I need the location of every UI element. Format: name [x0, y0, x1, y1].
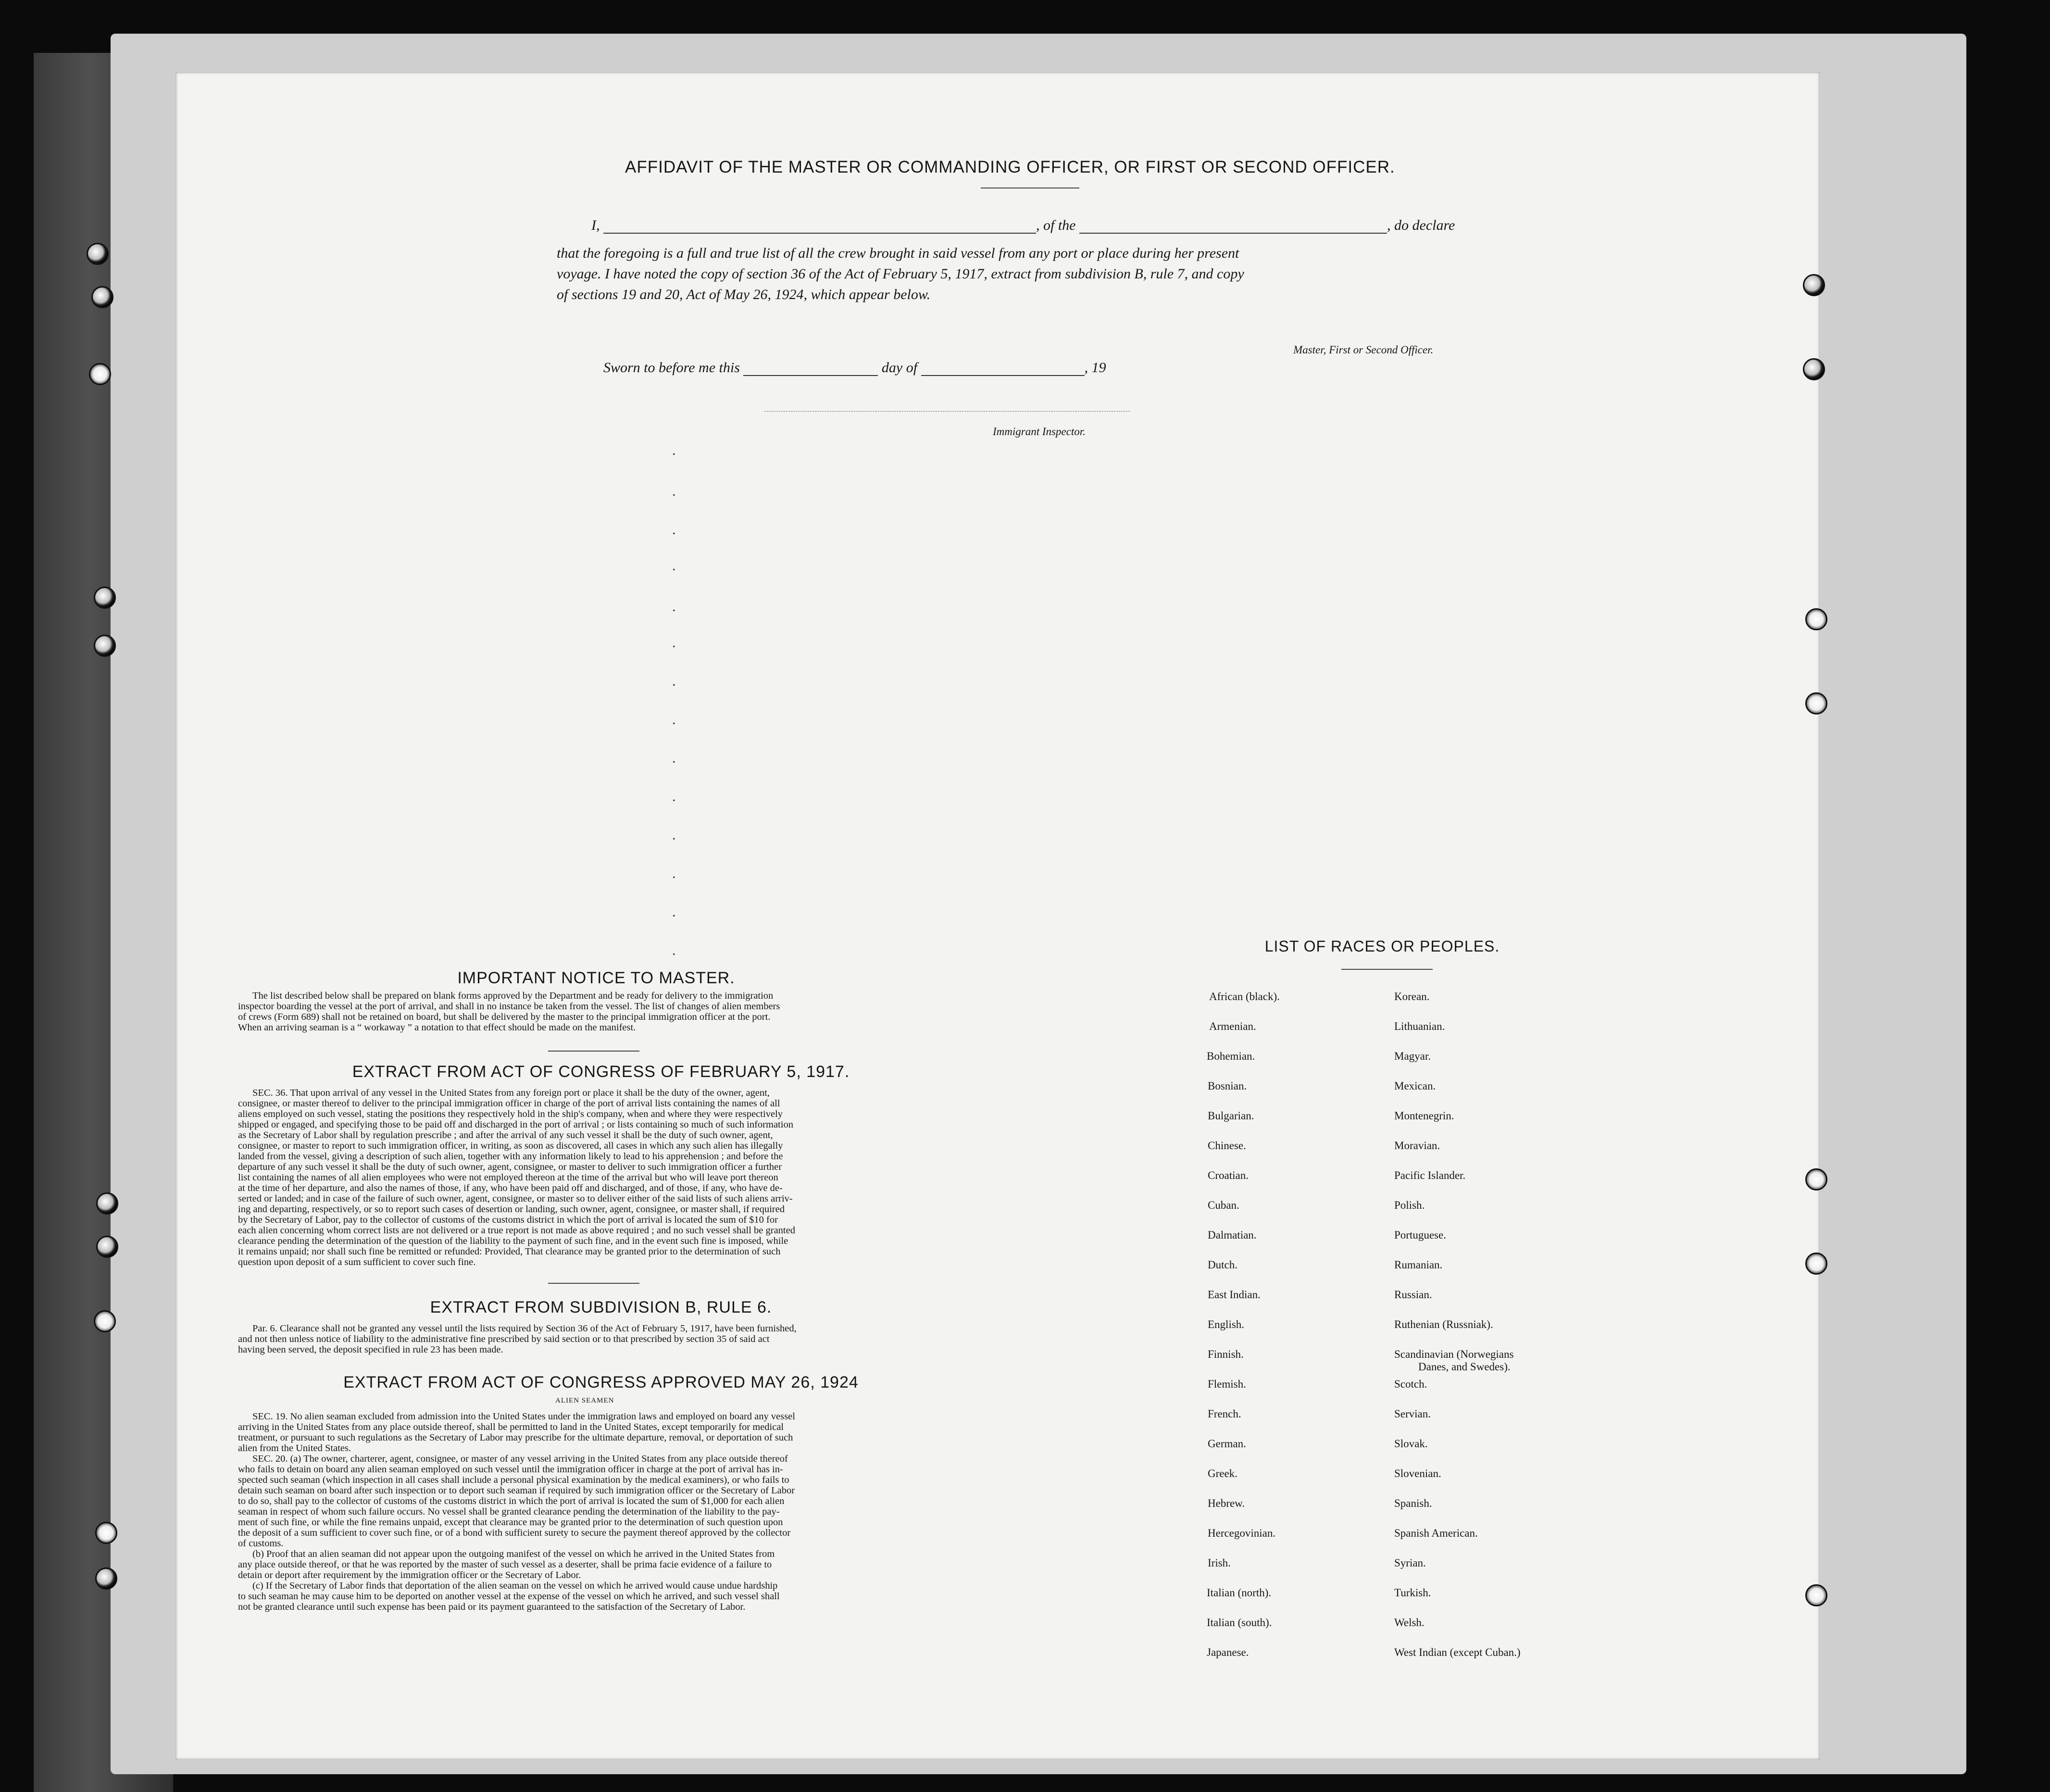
text-line: to do so, shall pay to the collector of customs of the customs district in which the port of arrival is located the sum of $1,000 for each alien	[238, 1496, 785, 1506]
binder-hole-icon	[96, 1236, 118, 1258]
affidavit-declaration-line	[591, 217, 1505, 234]
race-item: Bosnian.	[1208, 1080, 1247, 1092]
text-line: spected such seaman (which inspection in all cases shall include a personal physical examination by the medical examiners), or who fails to	[238, 1475, 789, 1485]
of-the-label: , of the	[1036, 217, 1076, 233]
act-1924-subtitle: ALIEN SEAMEN	[555, 1397, 614, 1404]
sworn-prefix: Sworn to before me this	[603, 360, 740, 376]
race-item: Lithuanian.	[1394, 1020, 1445, 1032]
binder-hole-icon	[89, 363, 111, 385]
race-item: Mexican.	[1394, 1080, 1436, 1092]
text-line: departure of any such vessel it shall be the duty of such owner, agent, consignee, or master to deliver to such immigration officer a further	[238, 1162, 782, 1172]
binder-hole-icon	[95, 1567, 117, 1590]
text-line: by the Secretary of Labor, pay to the collector of customs of the customs district in which the port of arrival is located the sum of $10 for	[238, 1215, 778, 1225]
race-item: East Indian.	[1208, 1289, 1261, 1301]
act-1917-text	[238, 1088, 971, 1267]
text-line: who fails to detain on board any alien seaman employed on such vessel until the immigration officer in charge at the port of arrival has in-	[238, 1464, 783, 1475]
race-item: African (black).	[1209, 990, 1280, 1003]
text-line: inspector boarding the vessel at the port of arrival, and shall in no instance be taken from the vessel. The list of changes of alien members	[238, 1001, 780, 1012]
affidavit-body-line: that the foregoing is a full and true list of all the crew brought in said vessel from any port or place during her present	[557, 245, 1239, 261]
vessel-blank	[1079, 233, 1387, 234]
binder-hole-icon	[95, 1522, 117, 1544]
text-line: SEC. 19. No alien seaman excluded from admission into the United States under the immigration laws and employed on board any vessel	[252, 1411, 795, 1422]
race-item: Moravian.	[1394, 1140, 1440, 1152]
race-item: Korean.	[1394, 990, 1430, 1003]
day-of-label: day of	[881, 360, 918, 376]
section-rule	[1341, 969, 1433, 970]
text-line: shipped or engaged, and specifying those to be paid off and discharged in the port of arrival ; or lists containing so much of such information	[238, 1119, 793, 1130]
dot-mark: .	[672, 483, 676, 499]
inspector-caption: Immigrant Inspector.	[993, 426, 1086, 438]
race-item: Hercegovinian.	[1208, 1527, 1276, 1539]
text-line: question upon deposit of a sum sufficient to cover such fine.	[238, 1257, 476, 1267]
text-line: each alien concerning whom correct lists are not delivered or a true report is not made as above required ; and no such vessel shall be granted	[238, 1225, 795, 1236]
act-1917-title: EXTRACT FROM ACT OF CONGRESS OF FEBRUARY 5, 1917.	[352, 1063, 850, 1081]
text-line: of customs.	[238, 1538, 284, 1549]
sworn-line	[603, 360, 1228, 376]
text-line: SEC. 36. That upon arrival of any vessel in the United States from any foreign port or place it shall be the duty of the owner, agent,	[252, 1088, 770, 1098]
text-line: landed from the vessel, giving a description of such alien, together with any information likely to lead to his apprehension ; and before the	[238, 1151, 783, 1162]
text-line: Par. 6. Clearance shall not be granted any vessel until the lists required by Section 36 of the Act of February 5, 1917, have been furnished,	[252, 1323, 797, 1334]
text-line: list containing the names of all alien employees who were not employed thereon at the time of the arrival but who will leave port thereon	[238, 1172, 778, 1183]
race-item: Servian.	[1394, 1408, 1431, 1420]
year-label: , 19	[1084, 360, 1106, 376]
text-line: the deposit of a sum sufficient to cover such fine, or of a bond with sufficient surety to secure the payment thereof approved by the collector	[238, 1528, 791, 1538]
race-item: Slovak.	[1394, 1438, 1428, 1450]
text-line: treatment, or pursuant to such regulations as the Secretary of Labor may prescribe for the ultimate departure, removal, or deportation of such	[238, 1432, 793, 1443]
race-item: Armenian.	[1209, 1020, 1256, 1032]
race-item: Montenegrin.	[1394, 1110, 1454, 1122]
binder-hole-icon	[91, 286, 113, 308]
affidavit-title: AFFIDAVIT OF THE MASTER OR COMMANDING OFFICER, OR FIRST OR SECOND OFFICER.	[625, 158, 1395, 176]
race-item: Russian.	[1394, 1289, 1432, 1301]
race-item: Cuban.	[1208, 1199, 1239, 1211]
text-line: not be granted clearance until such expense has been paid or its payment guaranteed to the satisfaction of the Secretary of Labor.	[238, 1602, 746, 1612]
text-line: clearance pending the determination of the question of the liability to the payment of such fine, and in the event such fine is imposed, while	[238, 1236, 788, 1246]
race-item: Syrian.	[1394, 1557, 1426, 1569]
binder-hole-icon	[94, 587, 116, 609]
notice-text	[238, 990, 971, 1033]
binder-hole-icon	[1805, 608, 1827, 630]
section-rule	[548, 1051, 639, 1052]
text-line: of crews (Form 689) shall not be retained on board, but shall be delivered by the master to the principal immigration officer at the port.	[238, 1012, 771, 1022]
inspector-signature-line	[764, 411, 1130, 412]
text-line: seaman in respect of whom such failure occurs. No vessel shall be granted clearance pending the determination of the liability to the pay-	[238, 1506, 780, 1517]
races-title: LIST OF RACES OR PEOPLES.	[1264, 938, 1500, 955]
text-line: aliens employed on such vessel, stating the positions they respectively hold in the ship's company, when and where they were respectively	[238, 1109, 783, 1119]
race-item: Finnish.	[1208, 1348, 1244, 1360]
dot-mark: .	[672, 442, 676, 458]
dot-mark: .	[672, 942, 676, 958]
race-item: Scandinavian (Norwegians	[1394, 1348, 1514, 1360]
race-item: Turkish.	[1394, 1587, 1431, 1599]
act-1924-title: EXTRACT FROM ACT OF CONGRESS APPROVED MAY 26, 1924	[343, 1373, 859, 1391]
dot-mark: .	[672, 673, 676, 689]
text-line: ment of such fine, or while the fine remains unpaid, except that clearance may be granted prior to the determination of such question upon	[238, 1517, 783, 1528]
name-blank	[603, 233, 1036, 234]
binder-hole-icon	[1805, 1584, 1827, 1606]
dot-mark: .	[672, 827, 676, 843]
binder-hole-icon	[94, 635, 116, 657]
text-line: (c) If the Secretary of Labor finds that deportation of the alien seaman on the vessel on which he arrived would cause undue hardship	[252, 1580, 778, 1591]
affidavit-i-label: I,	[591, 217, 600, 233]
race-item: West Indian (except Cuban.)	[1394, 1646, 1521, 1658]
race-item: Croatian.	[1208, 1169, 1249, 1181]
dot-mark: .	[672, 558, 676, 574]
binder-hole-icon	[1803, 358, 1825, 380]
text-line: The list described below shall be prepared on blank forms approved by the Department and be ready for delivery to the immigration	[252, 990, 774, 1001]
race-item: Rumanian.	[1394, 1259, 1443, 1271]
master-signature-caption: Master, First or Second Officer.	[1293, 344, 1434, 356]
binder-hole-icon	[87, 243, 109, 265]
text-line: detain or deport after requirement by the immigration officer or the Secretary of Labor.	[238, 1570, 581, 1580]
binder-hole-icon	[96, 1192, 118, 1215]
race-item: Scotch.	[1394, 1378, 1427, 1390]
text-line: it remains unpaid; nor shall such fine be remitted or refunded: Provided, That clearance may be granted prior to the determination of such	[238, 1246, 781, 1257]
race-item: Bohemian.	[1207, 1050, 1255, 1062]
text-line: When an arriving seaman is a “ workaway ” a notation to that effect should be made on the manifest.	[238, 1022, 636, 1033]
race-item: Polish.	[1394, 1199, 1425, 1211]
race-item: English.	[1208, 1318, 1245, 1330]
race-item: Greek.	[1208, 1467, 1238, 1479]
race-item: Dalmatian.	[1208, 1229, 1257, 1241]
subdivision-b-title: EXTRACT FROM SUBDIVISION B, RULE 6.	[430, 1298, 772, 1316]
section-rule	[548, 1283, 639, 1284]
dot-mark: .	[672, 712, 676, 727]
affidavit-body-line: of sections 19 and 20, Act of May 26, 1924, which appear below.	[557, 287, 931, 302]
race-item: Bulgarian.	[1208, 1110, 1254, 1122]
text-line: and not then unless notice of liability to the administrative fine prescribed by said section or to that prescribed by section 35 of said act	[238, 1334, 770, 1344]
race-item: Welsh.	[1394, 1617, 1425, 1629]
dot-mark: .	[672, 522, 676, 538]
text-line: to such seaman he may cause him to be deported on another vessel at the expense of the vessel on which he arrived, and such vessel shall	[238, 1591, 780, 1602]
race-item: French.	[1208, 1408, 1241, 1420]
text-line: any place outside thereof, or that he was reported by the master of such vessel as a deserter, shall be prima facie evidence of a failure to	[238, 1559, 772, 1570]
race-item: Spanish.	[1394, 1497, 1432, 1509]
race-item: Spanish American.	[1394, 1527, 1478, 1539]
race-item: German.	[1208, 1438, 1246, 1450]
dot-mark: .	[672, 635, 676, 651]
race-item: Irish.	[1208, 1557, 1231, 1569]
binder-hole-icon	[1803, 274, 1825, 296]
binder-hole-icon	[1805, 1253, 1827, 1275]
subdivision-b-text	[238, 1323, 971, 1355]
binder-hole-icon	[94, 1310, 116, 1332]
dot-mark: .	[672, 865, 676, 881]
notice-title: IMPORTANT NOTICE TO MASTER.	[457, 969, 735, 987]
day-blank	[743, 375, 878, 376]
text-line: at the time of her departure, and also the names of those, if any, who have been paid off and discharged, and of those, if any, who have de-	[238, 1183, 783, 1193]
text-line: arriving in the United States from any place outside thereof, shall be permitted to land in the United States, except temporarily for medical	[238, 1422, 784, 1432]
affidavit-body-line: voyage. I have noted the copy of section 36 of the Act of February 5, 1917, extract from subdivision B, rule 7, and copy	[557, 266, 1244, 282]
race-item: Japanese.	[1207, 1646, 1249, 1658]
text-line: as the Secretary of Labor shall by regulation prescribe ; and after the arrival of any such vessel it shall be the duty of such owner, agent,	[238, 1130, 773, 1140]
binder-hole-icon	[1805, 1168, 1827, 1190]
race-item: Flemish.	[1208, 1378, 1246, 1390]
race-item: Pacific Islander.	[1394, 1169, 1466, 1181]
declare-label: , do declare	[1387, 217, 1455, 233]
text-line: SEC. 20. (a) The owner, charterer, agent, consignee, or master of any vessel arriving in the United States from any place outside thereof	[252, 1454, 788, 1464]
race-item: Dutch.	[1208, 1259, 1238, 1271]
race-item-continuation: Danes, and Swedes).	[1418, 1361, 1511, 1373]
race-item: Magyar.	[1394, 1050, 1431, 1062]
text-line: consignee, or master to report to such immigration officer, in writing, as soon as discovered, all cases in which any such alien has illegally	[238, 1140, 783, 1151]
dot-mark: .	[672, 904, 676, 920]
race-item: Portuguese.	[1394, 1229, 1446, 1241]
text-line: detain such seaman on board after such inspection or to deport such seaman if required by such immigration officer or the Secretary of Labor	[238, 1485, 795, 1496]
text-line: serted or landed; and in case of the failure of such owner, agent, consignee, or master so to deliver either of the said lists of such aliens arriv-	[238, 1193, 793, 1204]
text-line: alien from the United States.	[238, 1443, 351, 1454]
race-item: Italian (north).	[1207, 1587, 1272, 1599]
dot-mark: .	[672, 750, 676, 766]
text-line: having been served, the deposit specified in rule 23 has been made.	[238, 1344, 503, 1355]
binder-hole-icon	[1805, 692, 1827, 714]
dot-mark: .	[672, 599, 676, 614]
race-item: Slovenian.	[1394, 1467, 1441, 1479]
month-blank	[921, 375, 1085, 376]
text-line: ing and departing, respectively, or so to report such cases of desertion or landing, such owner, agent, consignee, or master shall, if required	[238, 1204, 785, 1215]
race-item: Ruthenian (Russniak).	[1394, 1318, 1493, 1330]
race-item: Chinese.	[1208, 1140, 1246, 1152]
dot-mark: .	[672, 789, 676, 804]
text-line: (b) Proof that an alien seaman did not appear upon the outgoing manifest of the vessel on which he arrived in the United States from	[252, 1549, 775, 1559]
race-item: Italian (south).	[1207, 1617, 1272, 1629]
text-line: consignee, or master thereof to deliver to the principal immigration officer in charge of the port of arrival lists containing the names of all	[238, 1098, 780, 1109]
act-1924-text	[238, 1411, 971, 1612]
race-item: Hebrew.	[1208, 1497, 1245, 1509]
